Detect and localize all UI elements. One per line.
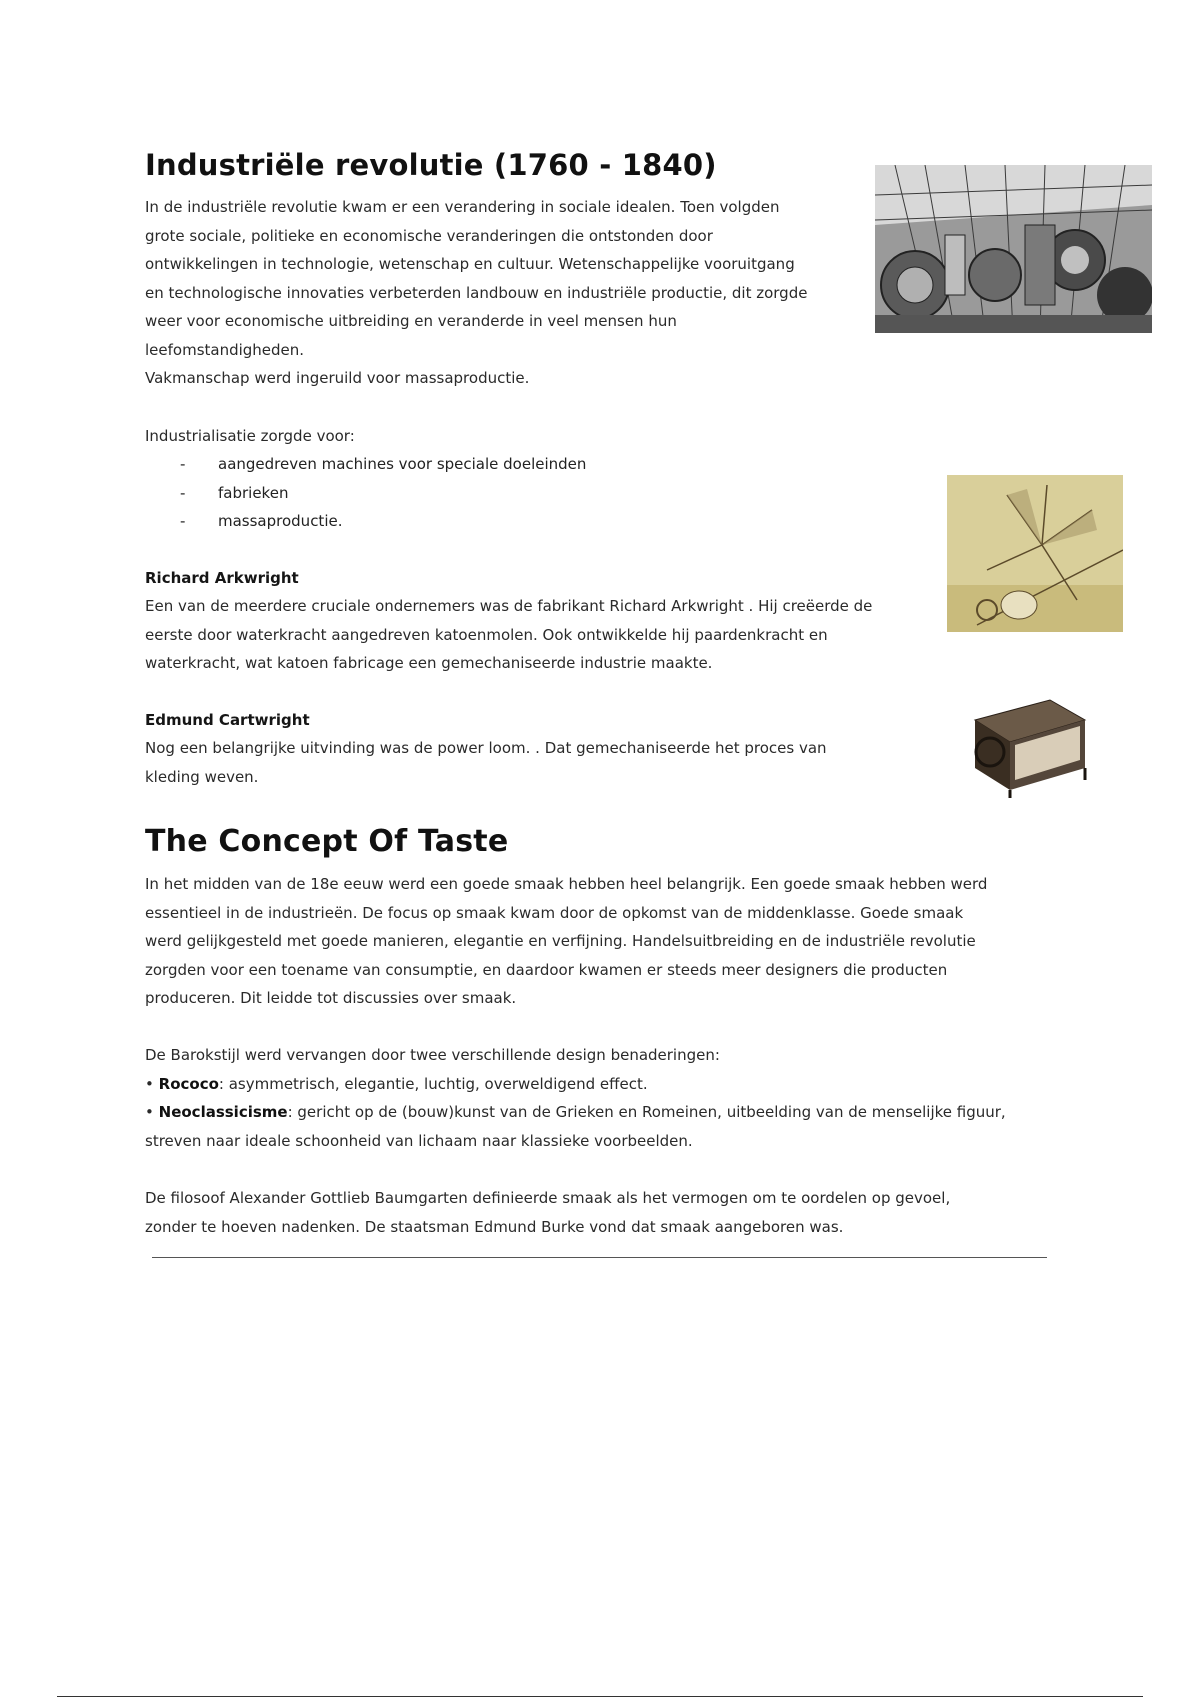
list-dash: - — [180, 455, 186, 473]
text-line: De filosoof Alexander Gottlieb Baumgarten definieerde smaak als het vermogen om te oordelen op gevoel, — [145, 1189, 951, 1207]
rococo-bullet — [145, 1070, 1065, 1099]
power-loom-graphic — [955, 690, 1095, 800]
cartwright-paragraph — [145, 734, 935, 791]
neoclassicism-term: Neoclassicisme — [158, 1103, 288, 1121]
industrialisation-list-intro: Industrialisatie zorgde voor: — [145, 427, 355, 445]
text-line: essentieel in de industrieën. De focus op smaak kwam door de opkomst van de middenklasse. Goede smaak — [145, 903, 964, 922]
section-title-industrial-revolution: Industriële revolutie (1760 - 1840) — [145, 148, 717, 182]
text-line: Een van de meerdere cruciale ondernemers was de fabrikant Richard Arkwright . Hij creëerde de — [145, 597, 873, 615]
list-dash: - — [180, 483, 186, 502]
arkwright-heading: Richard Arkwright — [145, 569, 299, 587]
cartwright-heading: Edmund Cartwright — [145, 711, 310, 729]
list-item-text: fabrieken — [218, 483, 289, 502]
rococo-description: : asymmetrisch, elegantie, luchtig, overweldigend effect. — [218, 1074, 648, 1093]
list-item — [180, 450, 586, 479]
text-line: ontwikkelingen in technologie, wetenschap en cultuur. Wetenschappelijke vooruitgang — [145, 255, 795, 273]
text-line: In het midden van de 18e eeuw werd een goede smaak hebben heel belangrijk. Een goede smaak hebben werd — [145, 875, 988, 893]
neoclassicism-bullet — [145, 1098, 1065, 1127]
industrialisation-list — [180, 450, 586, 536]
industrial-intro-paragraph — [145, 193, 865, 393]
text-line: streven naar ideale schoonheid van lichaam naar klassieke voorbeelden. — [145, 1131, 693, 1150]
text-line: De Barokstijl werd vervangen door twee verschillende design benaderingen: — [145, 1046, 720, 1064]
text-line: leefomstandigheden. — [145, 340, 305, 359]
taste-intro-paragraph — [145, 870, 1065, 1013]
text-line: Nog een belangrijke uitvinding was de power loom. . Dat gemechaniseerde het proces van — [145, 739, 827, 757]
text-line: waterkracht, wat katoen fabricage een gemechaniseerde industrie maakte. — [145, 654, 713, 672]
list-item — [180, 507, 586, 536]
list-item-text: aangedreven machines voor speciale doeleinden — [218, 455, 587, 473]
text-line: kleding weven. — [145, 767, 259, 786]
text-line: In de industriële revolutie kwam er een verandering in sociale idealen. Toen volgden — [145, 198, 780, 216]
taste-closing-paragraph — [145, 1184, 1065, 1241]
text-line: werd gelijkgesteld met goede manieren, elegantie en verfijning. Handelsuitbreiding en de industriële revolutie — [145, 932, 976, 950]
list-item — [180, 479, 586, 508]
section-title-concept-of-taste: The Concept Of Taste — [145, 824, 509, 859]
factory-illustration — [875, 165, 1152, 333]
list-item-text: massaproductie. — [218, 512, 343, 530]
text-line: produceren. Dit leidde tot discussies over smaak. — [145, 989, 517, 1007]
design-approaches-paragraph — [145, 1041, 1065, 1155]
factory-engraving-graphic — [875, 165, 1152, 333]
list-dash: - — [180, 512, 186, 530]
arkwright-paragraph — [145, 592, 935, 678]
windmill-drawing-graphic — [947, 475, 1123, 632]
bullet-marker: • — [145, 1103, 154, 1121]
text-line: en technologische innovaties verbeterden landbouw en industriële productie, dit zorgde — [145, 283, 808, 302]
bullet-marker: • — [145, 1074, 154, 1093]
text-line: zorgden voor een toename van consumptie, en daardoor kwamen er steeds meer designers die producten — [145, 960, 948, 979]
section-divider — [152, 1257, 1047, 1258]
text-line: Vakmanschap werd ingeruild voor massaproductie. — [145, 369, 530, 387]
neoclassicism-description: : gericht op de (bouw)kunst van de Grieken en Romeinen, uitbeelding van de menselijke figuur, — [287, 1103, 1006, 1121]
power-loom-illustration — [955, 690, 1095, 800]
windmill-illustration — [947, 475, 1123, 632]
page-bottom-rule — [57, 1696, 1143, 1697]
text-line: eerste door waterkracht aangedreven katoenmolen. Ook ontwikkelde hij paardenkracht en — [145, 625, 828, 644]
rococo-term: Rococo — [158, 1074, 219, 1093]
text-line: zonder te hoeven nadenken. De staatsman Edmund Burke vond dat smaak aangeboren was. — [145, 1217, 844, 1236]
text-line: grote sociale, politieke en economische veranderingen die ontstonden door — [145, 226, 713, 245]
text-line: weer voor economische uitbreiding en veranderde in veel mensen hun — [145, 312, 677, 330]
